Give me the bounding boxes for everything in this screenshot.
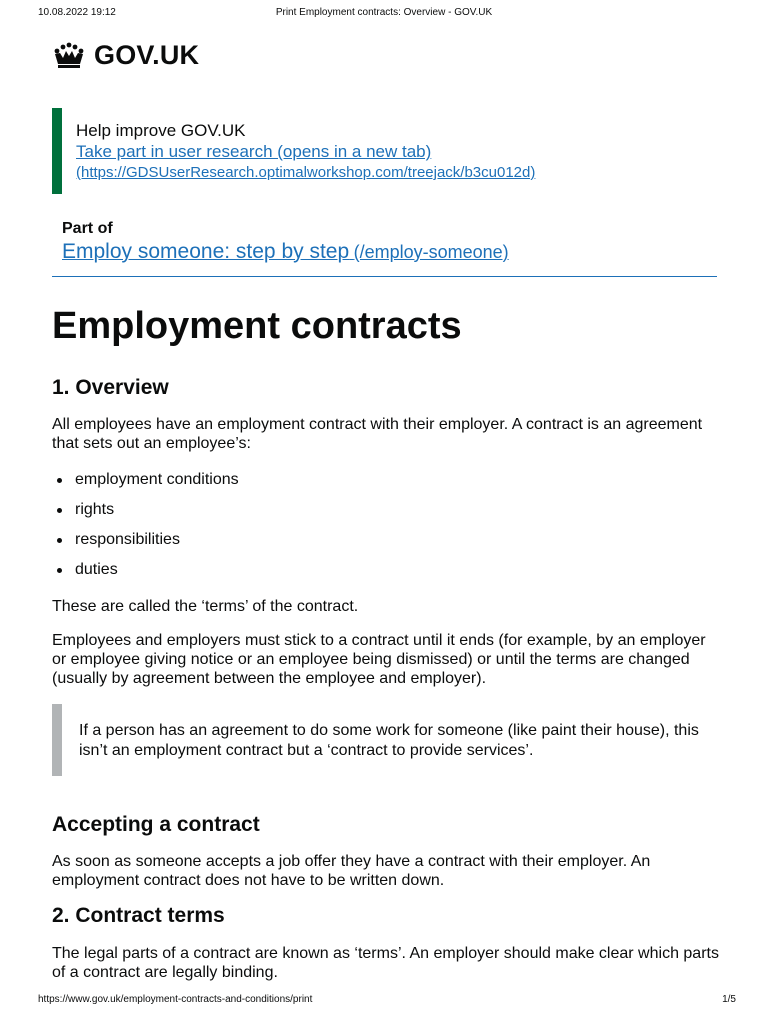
overview-heading: 1. Overview	[52, 376, 169, 399]
print-page-title: Print Employment contracts: Overview - GOV.UK	[275, 7, 493, 18]
print-footer-url: https://www.gov.uk/employment-contracts-and-conditions/print	[38, 994, 313, 1005]
contract-terms-heading: 2. Contract terms	[52, 904, 225, 927]
step-by-step-link[interactable]	[62, 240, 509, 264]
crown-icon	[52, 42, 86, 70]
contract-terms-paragraph: The legal parts of a contract are known as ‘terms’. An employer should make clear which parts of a contract are legally binding.	[52, 945, 719, 981]
banner-heading: Help improve GOV.UK	[76, 121, 246, 140]
step-by-step-url: (/employ-someone)	[353, 242, 509, 262]
user-research-banner	[52, 108, 692, 194]
stick-to-contract-paragraph: Employees and employers must stick to a contract until it ends (for example, by an employer or employee giving notice or an employee being dismissed) or until the terms are changed (usually by agreement between the employee and employer).	[52, 632, 706, 687]
list-item-text: duties	[75, 561, 118, 578]
services-inset-text	[52, 704, 712, 776]
list-item	[52, 500, 239, 530]
list-item-text: responsibilities	[75, 531, 180, 548]
overview-list	[52, 470, 239, 590]
inset-text: If a person has an agreement to do some work for someone (like paint their house), this isn’t an employment contract but a ‘contract to provide services’.	[79, 722, 699, 759]
print-page-number: 1/5	[722, 994, 736, 1005]
accepting-contract-heading: Accepting a contract	[52, 813, 260, 836]
bullet-icon	[57, 538, 62, 543]
step-by-step-title: Employ someone: step by step	[62, 240, 350, 263]
bullet-icon	[57, 568, 62, 573]
govuk-logo[interactable]	[52, 40, 199, 71]
list-item-text: employment conditions	[75, 471, 239, 488]
list-item-text: rights	[75, 501, 115, 518]
part-of-label: Part of	[62, 220, 113, 237]
page-title: Employment contracts	[52, 305, 462, 347]
list-item	[52, 470, 239, 500]
user-research-url[interactable]: (https://GDSUserResearch.optimalworkshop.com/treejack/b3cu012d)	[76, 164, 536, 181]
bullet-icon	[57, 508, 62, 513]
list-item	[52, 560, 239, 590]
print-datetime: 10.08.2022 19:12	[38, 7, 116, 18]
overview-intro: All employees have an employment contract with their employer. A contract is an agreement that sets out an employee’s:	[52, 416, 703, 452]
accepting-contract-paragraph: As soon as someone accepts a job offer they have a contract with their employer. An employment contract does not have to be written down.	[52, 853, 651, 889]
terms-note: These are called the ‘terms’ of the contract.	[52, 598, 359, 615]
part-of-step-nav	[52, 218, 717, 277]
bullet-icon	[57, 478, 62, 483]
list-item	[52, 530, 239, 560]
logo-wordmark: GOV.UK	[94, 40, 200, 70]
user-research-link[interactable]: Take part in user research (opens in a new tab)	[76, 142, 432, 161]
